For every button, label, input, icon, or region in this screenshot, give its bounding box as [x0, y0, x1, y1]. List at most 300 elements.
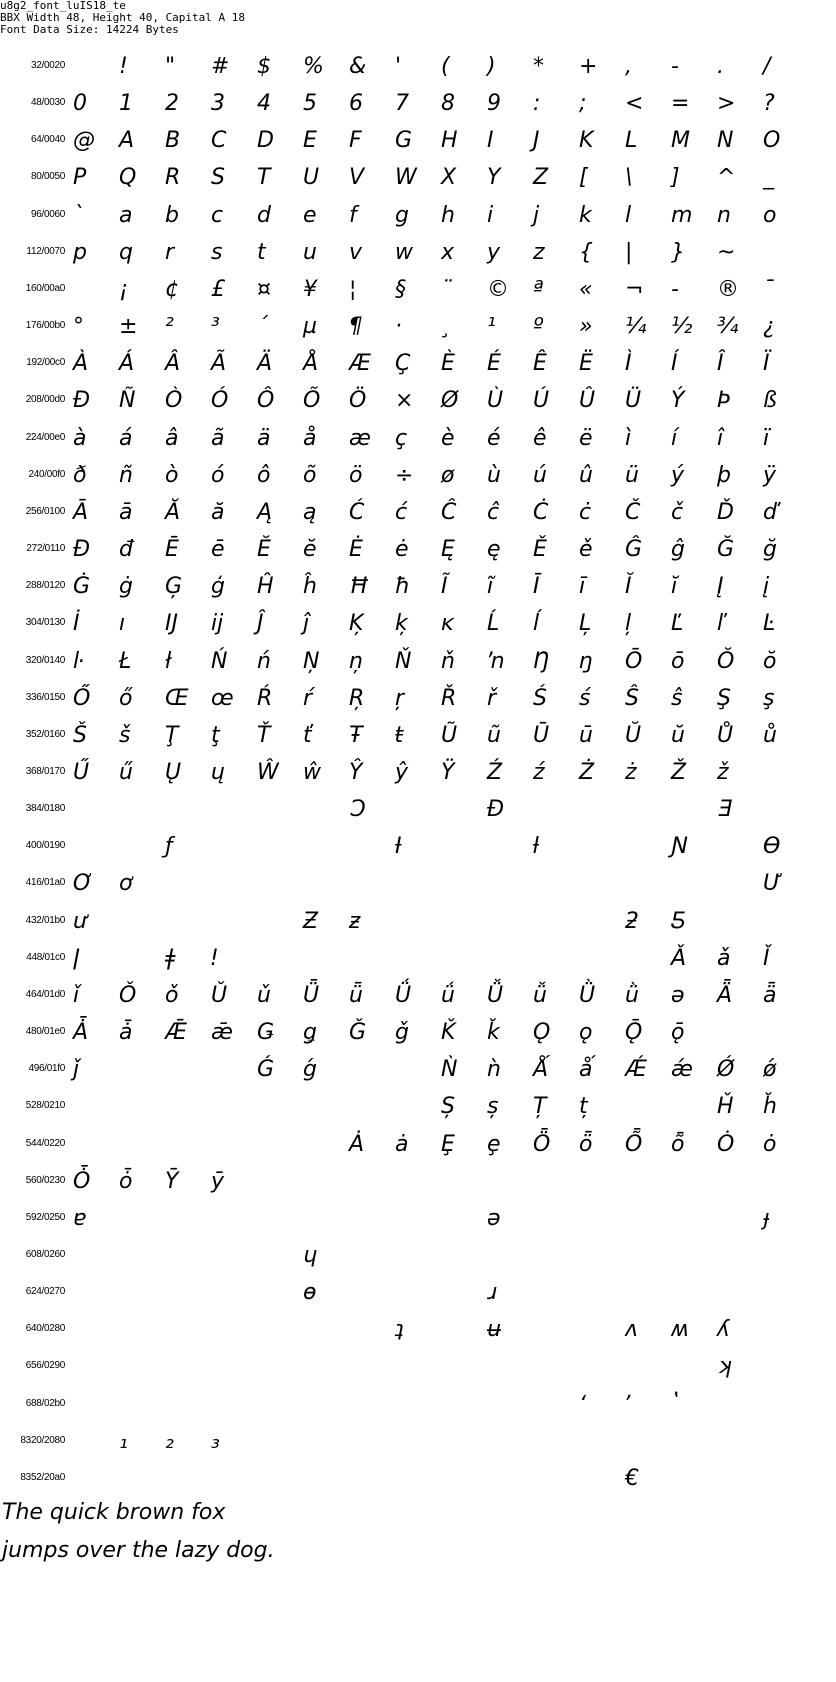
glyph-cell [257, 867, 303, 901]
glyph-cell: Õ [303, 388, 321, 414]
glyph-cell: Ĭ [625, 574, 632, 600]
glyph-cell: V [349, 165, 365, 191]
glyph-cell: Į [717, 574, 724, 600]
glyph-cell: Ǔ [211, 982, 228, 1008]
glyph-cell: ¿ [763, 314, 775, 340]
glyph-cell: Đ [73, 537, 91, 563]
glyph-cell: ½ [671, 314, 693, 340]
glyph-cell: ã [211, 425, 225, 451]
glyph-row [0, 1163, 836, 1200]
glyph-cell: ó [211, 462, 225, 488]
glyph-cell: ¶ [349, 314, 363, 340]
glyph-cell: ǚ [533, 982, 547, 1008]
glyph-cell: ģ [211, 574, 225, 600]
glyph-cell [441, 1276, 487, 1310]
glyph-cell: Ċ [533, 499, 549, 525]
glyph-cell [671, 1090, 717, 1124]
glyph-cell: ŝ [671, 685, 683, 711]
glyph-cell [763, 1016, 809, 1050]
glyph-cell: ŵ [303, 759, 321, 785]
glyph-cell [533, 1313, 579, 1347]
glyph-cell: Ș [441, 1094, 455, 1120]
glyph-cell: Þ [717, 388, 731, 414]
glyph-cell: 7 [395, 91, 409, 117]
glyph-cell [533, 1350, 579, 1384]
glyph-cell: ö [349, 462, 363, 488]
glyph-cell [73, 50, 119, 84]
glyph-cell: ǐ [73, 982, 80, 1008]
glyph-cell: ? [763, 91, 775, 117]
glyph-cell: I [487, 128, 494, 154]
glyph-cell: ₃ [211, 1428, 220, 1454]
row-codepoint-label: 624/0270 [25, 1286, 65, 1298]
glyph-cell: - [671, 276, 679, 302]
glyph-cell [625, 1425, 671, 1459]
glyph-cell [441, 1313, 487, 1347]
glyph-cell: Ć [349, 499, 365, 525]
glyph-cell: ĥ [303, 574, 317, 600]
glyph-row [0, 308, 836, 345]
glyph-cell: = [671, 91, 690, 117]
glyph-cell: ǖ [349, 982, 363, 1008]
glyph-cell [579, 1202, 625, 1236]
glyph-cell [441, 1425, 487, 1459]
glyph-cell [395, 1165, 441, 1199]
glyph-cell [73, 1425, 119, 1459]
glyph-cell: Ã [211, 351, 227, 377]
glyph-cell [303, 1425, 349, 1459]
glyph-cell: Ō [625, 648, 643, 674]
glyph-cell: Ģ [165, 574, 183, 600]
glyph-cell [211, 1350, 257, 1384]
glyph-cell: Ŵ [257, 759, 279, 785]
glyph-cell [441, 1239, 487, 1273]
glyph-cell: Š [73, 722, 87, 748]
glyph-cell: Y [487, 165, 501, 191]
bbx-info: BBX Width 48, Height 40, Capital A 18 [0, 11, 246, 24]
glyph-cell: ŧ [395, 722, 404, 748]
glyph-cell [257, 1462, 303, 1496]
glyph-cell: º [533, 314, 544, 340]
glyph-cell [395, 867, 441, 901]
glyph-cell: ® [717, 276, 739, 302]
glyph-cell: Ň [395, 648, 412, 674]
glyph-cell: ǭ [671, 1020, 685, 1046]
glyph-cell: ķ [395, 611, 408, 637]
glyph-cell: ǹ [487, 1057, 501, 1083]
glyph-cell: Ĝ [625, 537, 643, 563]
glyph-cell: § [395, 276, 406, 302]
glyph-cell: Ǽ [625, 1057, 647, 1083]
glyph-cell [165, 793, 211, 827]
glyph-cell: ħ [395, 574, 411, 600]
glyph-cell: ¤ [257, 276, 271, 302]
row-codepoint-label: 32/0020 [30, 60, 65, 71]
glyph-row [0, 48, 836, 85]
glyph-cell [165, 1239, 211, 1273]
glyph-cell: Ü [625, 388, 642, 414]
glyph-cell [487, 942, 533, 976]
glyph-cell: ù [487, 462, 501, 488]
glyph-cell [625, 867, 671, 901]
glyph-cell: ċ [579, 499, 592, 525]
glyph-cell [625, 1239, 671, 1273]
glyph-cell: û [579, 462, 593, 488]
glyph-cell: á [119, 425, 133, 451]
row-codepoint-label: 544/0220 [25, 1137, 65, 1149]
glyph-cell: đ [119, 537, 133, 563]
glyph-cell: Ä [257, 351, 273, 377]
glyph-cell: ĳ [211, 611, 224, 637]
glyph-cell: ǡ [119, 1020, 133, 1046]
glyph-cell: ^ [717, 165, 736, 191]
glyph-cell [441, 1165, 487, 1199]
glyph-cell: Œ [165, 685, 189, 711]
glyph-cell: Ǐ [763, 945, 770, 971]
glyph-cell: ą [303, 499, 317, 525]
glyph-cell [717, 905, 763, 939]
glyph-cell: Ŀ [763, 611, 776, 637]
glyph-cell [579, 1165, 625, 1199]
glyph-cell [579, 793, 625, 827]
glyph-row [0, 865, 836, 902]
glyph-cell: P [73, 165, 87, 191]
glyph-cell [763, 1239, 809, 1273]
glyph-cell: v [349, 239, 363, 265]
glyph-cell [73, 1313, 119, 1347]
glyph-cell: € [625, 1465, 639, 1491]
glyph-cell [533, 905, 579, 939]
glyph-cell [165, 905, 211, 939]
glyph-cell [257, 905, 303, 939]
glyph-cell: Ĺ [487, 611, 500, 637]
glyph-cell: Ê [533, 351, 547, 377]
glyph-cell: 4 [257, 91, 271, 117]
row-codepoint-label: 256/0100 [25, 505, 65, 517]
row-codepoint-label: 96/0060 [30, 208, 65, 220]
row-codepoint-label: 592/0250 [25, 1211, 65, 1223]
row-codepoint-label: 320/0140 [25, 654, 65, 666]
glyph-cell: õ [303, 462, 317, 488]
glyph-cell: ġ [119, 574, 133, 600]
glyph-cell [579, 1350, 625, 1384]
glyph-cell: Ŋ [533, 648, 550, 674]
glyph-cell: S [211, 165, 225, 191]
glyph-cell: Ö [349, 388, 367, 414]
glyph-cell: ǃ [211, 945, 218, 971]
glyph-grid [0, 48, 836, 1497]
glyph-cell [717, 1202, 763, 1236]
glyph-cell: ǜ [625, 982, 639, 1008]
glyph-cell [625, 830, 671, 864]
glyph-cell: Ǎ [671, 945, 687, 971]
glyph-cell: ā [119, 499, 133, 525]
glyph-cell: ư [73, 908, 87, 934]
glyph-cell [119, 1202, 165, 1236]
glyph-cell: š [119, 722, 131, 748]
glyph-cell: ƒ [165, 834, 173, 860]
row-codepoint-label: 208/00d0 [25, 394, 65, 406]
row-codepoint-label: 192/00c0 [26, 357, 65, 369]
glyph-cell: O [763, 128, 781, 154]
glyph-cell: Æ [349, 351, 371, 377]
glyph-cell: Ȯ [717, 1131, 735, 1157]
glyph-cell [303, 1350, 349, 1384]
glyph-cell [671, 1239, 717, 1273]
glyph-cell [119, 1350, 165, 1384]
glyph-cell [257, 793, 303, 827]
glyph-cell [303, 1313, 349, 1347]
glyph-cell [579, 1276, 625, 1310]
glyph-cell: Ǩ [441, 1020, 456, 1046]
glyph-cell: Ǫ [533, 1020, 551, 1046]
glyph-cell [763, 1350, 809, 1384]
glyph-cell [119, 1276, 165, 1310]
glyph-cell: Ĵ [257, 611, 264, 637]
glyph-cell [625, 942, 671, 976]
glyph-cell [717, 1016, 763, 1050]
glyph-cell: × [395, 388, 414, 414]
glyph-cell: Ė [349, 537, 363, 563]
glyph-cell: Ą [257, 499, 273, 525]
glyph-cell: - [671, 54, 679, 79]
glyph-cell [671, 1425, 717, 1459]
glyph-cell: g [395, 202, 409, 228]
glyph-cell: . [717, 54, 724, 79]
glyph-cell: ȭ [671, 1131, 685, 1157]
glyph-cell [303, 1388, 349, 1422]
glyph-cell: W [395, 165, 417, 191]
glyph-cell [303, 793, 349, 827]
glyph-cell: $ [257, 54, 271, 79]
glyph-cell: į [763, 574, 770, 600]
glyph-row [0, 1014, 836, 1051]
glyph-cell: m [671, 202, 693, 228]
glyph-cell [487, 867, 533, 901]
glyph-cell [763, 793, 809, 827]
glyph-cell [579, 1462, 625, 1496]
row-codepoint-label: 48/0030 [30, 97, 65, 109]
glyph-cell: Ş [717, 685, 731, 711]
font-name: u8g2_font_luIS18_te [0, 0, 126, 12]
glyph-cell: ŗ [395, 685, 405, 711]
glyph-cell: # [211, 54, 230, 79]
glyph-row [0, 234, 836, 271]
glyph-cell: ə [487, 1205, 501, 1231]
glyph-cell [73, 1128, 119, 1162]
glyph-cell: İ [73, 611, 80, 637]
glyph-cell: ǩ [487, 1020, 500, 1046]
glyph-cell [303, 1090, 349, 1124]
glyph-cell [303, 1462, 349, 1496]
glyph-cell: ǘ [441, 982, 455, 1008]
glyph-cell: ų [211, 759, 225, 785]
glyph-cell: ě [579, 537, 593, 563]
glyph-cell: Ȭ [625, 1131, 643, 1157]
glyph-cell: ƚ [533, 834, 540, 860]
glyph-cell: Ŝ [625, 685, 639, 711]
glyph-cell: Ǒ [119, 982, 137, 1008]
glyph-cell [717, 1239, 763, 1273]
glyph-cell [533, 793, 579, 827]
glyph-row [0, 122, 836, 159]
glyph-cell [763, 905, 809, 939]
glyph-cell: Ŧ [349, 722, 363, 748]
glyph-cell: Ā [73, 499, 89, 525]
glyph-cell: ŀ [73, 648, 80, 674]
glyph-cell: ȩ [487, 1131, 501, 1157]
glyph-cell: ¼ [625, 314, 647, 340]
glyph-cell: ņ [349, 648, 363, 674]
glyph-cell [395, 1202, 441, 1236]
row-codepoint-label: 656/0290 [25, 1360, 65, 1372]
glyph-cell [671, 1276, 717, 1310]
glyph-cell: ë [579, 425, 593, 451]
glyph-cell: Ù [487, 388, 504, 414]
glyph-cell: È [441, 351, 455, 377]
glyph-cell: ŉ [487, 648, 505, 674]
glyph-cell [165, 1388, 211, 1422]
glyph-cell [303, 830, 349, 864]
row-codepoint-label: 288/0120 [25, 580, 65, 592]
glyph-cell: ɟ [763, 1205, 771, 1231]
glyph-cell: ĩ [487, 574, 494, 600]
glyph-row [0, 717, 836, 754]
glyph-cell: Ŷ [349, 759, 363, 785]
glyph-cell: l [625, 202, 632, 228]
glyph-cell: À [73, 351, 89, 377]
glyph-cell [73, 1090, 119, 1124]
glyph-cell: é [487, 425, 501, 451]
glyph-cell: u [303, 239, 317, 265]
glyph-cell: ǂ [165, 945, 176, 971]
glyph-cell: ƻ [625, 908, 639, 934]
glyph-cell [441, 1462, 487, 1496]
row-codepoint-label: 336/0150 [25, 691, 65, 703]
glyph-cell: Ɨ [395, 834, 402, 860]
glyph-cell: ŷ [395, 759, 409, 785]
glyph-cell: Ɔ [349, 797, 365, 823]
glyph-cell: Ŏ [717, 648, 735, 674]
glyph-cell [395, 1090, 441, 1124]
glyph-cell [73, 273, 119, 307]
glyph-cell: ǝ [671, 982, 685, 1008]
glyph-cell [73, 830, 119, 864]
glyph-cell: ǵ [303, 1057, 317, 1083]
glyph-cell: ĭ [671, 574, 678, 600]
glyph-cell: ʼ [625, 1391, 632, 1417]
glyph-cell: ñ [119, 462, 133, 488]
row-codepoint-label: 8320/2080 [20, 1434, 65, 1446]
glyph-cell: ĉ [487, 499, 500, 525]
glyph-cell [349, 1090, 395, 1124]
glyph-cell: / [763, 54, 771, 79]
glyph-cell: Ų [165, 759, 182, 785]
glyph-cell: Ȧ [349, 1131, 365, 1157]
glyph-cell: ÿ [763, 462, 777, 488]
glyph-cell: ʻ [579, 1391, 586, 1417]
glyph-cell: Ľ [671, 611, 684, 637]
glyph-cell: Ë [579, 351, 593, 377]
glyph-cell: Ǖ [303, 982, 320, 1008]
glyph-cell: Ç [395, 351, 411, 377]
glyph-cell: s [211, 239, 223, 265]
glyph-row [0, 605, 836, 642]
glyph-cell [533, 1202, 579, 1236]
glyph-cell [763, 1313, 809, 1347]
glyph-cell: Ǚ [487, 982, 504, 1008]
glyph-cell [349, 867, 395, 901]
glyph-cell: à [73, 425, 87, 451]
glyph-cell: @ [73, 128, 95, 154]
glyph-cell [119, 1053, 165, 1087]
glyph-cell [257, 1090, 303, 1124]
glyph-cell: ɹ [487, 1280, 498, 1306]
glyph-cell: Ĩ [441, 574, 448, 600]
glyph-cell [395, 1350, 441, 1384]
row-codepoint-label: 496/01f0 [28, 1063, 65, 1075]
glyph-cell: Ů [717, 722, 734, 748]
row-codepoint-label: 272/0110 [26, 543, 65, 555]
glyph-cell: Ŕ [257, 685, 273, 711]
glyph-cell: Ȟ [717, 1094, 734, 1120]
glyph-row [0, 85, 836, 122]
glyph-cell: ț [579, 1094, 588, 1120]
glyph-cell [441, 1388, 487, 1422]
glyph-row [0, 1051, 836, 1088]
glyph-cell: R [165, 165, 181, 191]
glyph-cell [119, 1128, 165, 1162]
glyph-cell [441, 793, 487, 827]
glyph-cell: ı [119, 611, 126, 637]
glyph-cell [487, 1388, 533, 1422]
glyph-cell: ş [763, 685, 775, 711]
glyph-row [0, 643, 836, 680]
glyph-cell [395, 942, 441, 976]
glyph-row [0, 1088, 836, 1125]
glyph-cell: i [487, 202, 494, 228]
glyph-cell: Ȳ [165, 1168, 179, 1194]
glyph-cell [441, 867, 487, 901]
glyph-cell [533, 1425, 579, 1459]
glyph-cell: ů [763, 722, 777, 748]
glyph-cell: ¯ [763, 276, 774, 302]
glyph-cell: Ǥ [257, 1020, 275, 1046]
glyph-cell [763, 236, 809, 270]
glyph-cell: ī [579, 574, 586, 600]
row-codepoint-label: 384/0180 [25, 803, 65, 815]
glyph-cell: ǎ [717, 945, 731, 971]
glyph-cell: d [257, 202, 271, 228]
glyph-cell: ( [441, 54, 450, 79]
glyph-row [0, 568, 836, 605]
glyph-cell: â [165, 425, 179, 451]
glyph-cell [211, 1090, 257, 1124]
glyph-cell: Å [303, 351, 319, 377]
glyph-cell [395, 905, 441, 939]
glyph-cell: B [165, 128, 181, 154]
glyph-cell: Ȱ [73, 1168, 91, 1194]
glyph-cell: Ǣ [165, 1020, 187, 1046]
glyph-cell: Ì [625, 351, 632, 377]
glyph-cell [441, 1350, 487, 1384]
glyph-cell: 2 [165, 91, 179, 117]
glyph-cell [763, 1276, 809, 1310]
glyph-cell: p [73, 239, 87, 265]
glyph-cell: ğ [763, 537, 777, 563]
glyph-cell [211, 1276, 257, 1310]
glyph-cell: ǒ [165, 982, 179, 1008]
